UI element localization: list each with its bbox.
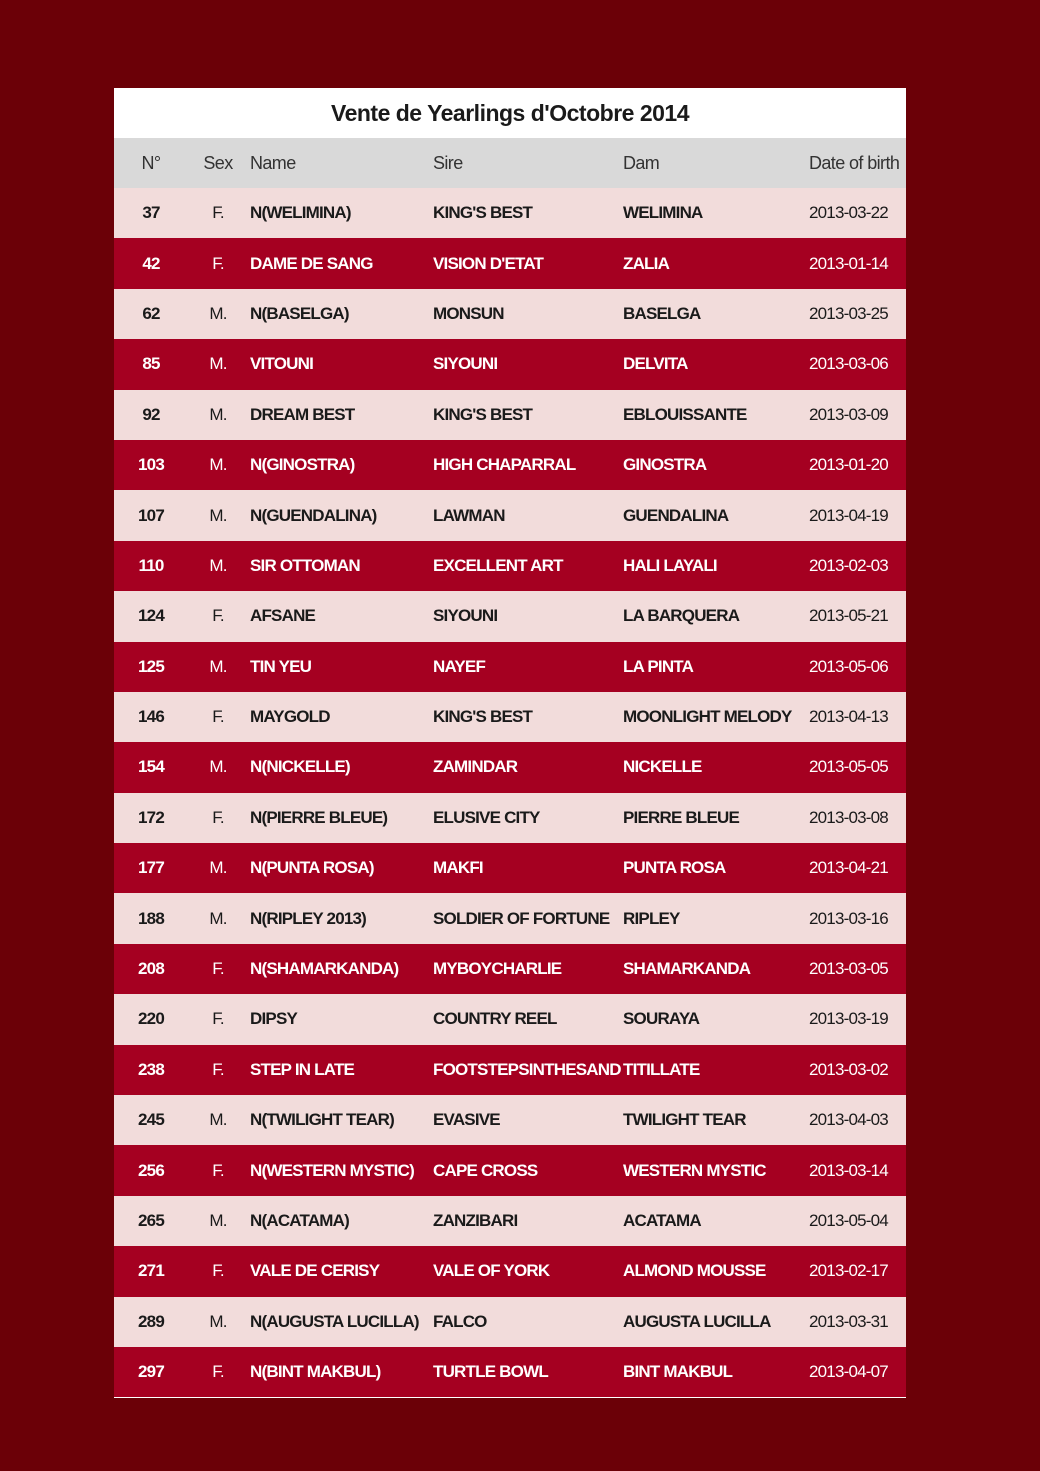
cell-dob: 2013-03-16 [809,908,888,928]
cell-num: 238 [138,1059,164,1079]
cell-num: 271 [138,1261,164,1281]
cell-dam: HALI LAYALI [623,555,717,575]
table-row [114,390,906,440]
cell-dob: 2013-02-03 [809,555,888,575]
cell-num: 85 [142,354,160,374]
cell-dob: 2013-04-21 [809,858,888,878]
cell-sire: FOOTSTEPSINTHESAND [433,1059,621,1079]
table-header-row [114,138,906,188]
column-header-sex: Sex [203,152,233,173]
cell-dob: 2013-04-13 [809,707,888,727]
cell-sex: F. [212,959,224,979]
cell-num: 146 [138,707,164,727]
cell-dam: GUENDALINA [623,505,729,525]
table-row [114,843,906,893]
cell-sire: EXCELLENT ART [433,555,563,575]
cell-name: N(GUENDALINA) [250,505,377,525]
cell-num: 297 [138,1362,164,1382]
cell-num: 220 [138,1009,164,1029]
cell-name: N(ACATAMA) [250,1211,350,1230]
cell-sire: EVASIVE [433,1110,500,1130]
cell-sex: F. [212,253,224,273]
table-row [114,339,906,389]
cell-name: TIN YEU [250,656,312,676]
cell-sex: M. [209,656,227,676]
cell-num: 62 [142,303,160,323]
cell-num: 154 [138,757,164,777]
column-header-name: Name [250,152,296,173]
table-row [114,490,906,540]
cell-dob: 2013-03-19 [809,1009,888,1029]
table-row [114,1246,906,1296]
cell-sex: M. [209,303,227,323]
cell-sire: KING'S BEST [433,404,533,424]
cell-dob: 2013-03-31 [809,1311,888,1331]
cell-name: N(TWILIGHT TEAR) [250,1110,394,1130]
cell-name: SIR OTTOMAN [250,555,360,575]
cell-name: VITOUNI [250,354,314,374]
cell-dam: ALMOND MOUSSE [623,1261,766,1281]
table-row [114,1145,906,1195]
cell-dam: PUNTA ROSA [623,858,726,878]
cell-sex: F. [212,1160,224,1180]
cell-sex: F. [212,1009,224,1029]
cell-dob: 2013-01-20 [809,455,888,475]
cell-sire: CAPE CROSS [433,1160,538,1180]
cell-sire: HIGH CHAPARRAL [433,455,576,475]
cell-dam: WESTERN MYSTIC [623,1160,766,1180]
cell-dam: PIERRE BLEUE [623,807,740,827]
cell-dam: SOURAYA [623,1009,700,1029]
cell-sex: F. [212,1362,224,1382]
cell-num: 37 [142,203,160,223]
table-row [114,893,906,943]
cell-sex: M. [209,1311,227,1331]
cell-sire: VALE OF YORK [433,1261,550,1281]
cell-sire: ZAMINDAR [433,757,518,777]
cell-sire: COUNTRY REEL [433,1009,557,1029]
cell-name: DREAM BEST [250,404,355,424]
cell-dam: TITILLATE [623,1059,700,1079]
cell-dob: 2013-05-06 [809,656,888,676]
cell-sire: MONSUN [433,303,504,323]
cell-dob: 2013-03-22 [809,203,888,223]
cell-name: N(BINT MAKBUL) [250,1362,381,1382]
cell-sire: LAWMAN [433,505,505,525]
cell-dob: 2013-03-05 [809,959,888,979]
cell-sex: F. [212,1059,224,1079]
cell-dam: TWILIGHT TEAR [623,1110,746,1130]
cell-sire: MYBOYCHARLIE [433,959,562,979]
cell-dam: RIPLEY [623,908,680,928]
cell-name: N(NICKELLE) [250,757,350,777]
cell-sire: TURTLE BOWL [433,1362,548,1382]
cell-name: N(BASELGA) [250,303,349,323]
cell-dam: EBLOUISSANTE [623,404,747,424]
cell-num: 92 [142,404,160,424]
cell-num: 256 [138,1160,164,1180]
cell-dam: AUGUSTA LUCILLA [623,1311,771,1331]
cell-sire: KING'S BEST [433,707,533,727]
table-row [114,1196,906,1246]
table-row [114,188,906,238]
table-body [114,188,906,1397]
cell-num: 265 [138,1211,164,1230]
cell-sex: F. [212,203,224,223]
cell-name: N(SHAMARKANDA) [250,959,399,979]
table-row [114,692,906,742]
cell-num: 107 [138,505,164,525]
cell-dam: SHAMARKANDA [623,959,751,979]
cell-sire: KING'S BEST [433,203,533,223]
cell-sire: ELUSIVE CITY [433,807,540,827]
cell-name: STEP IN LATE [250,1059,355,1079]
cell-sire: SOLDIER OF FORTUNE [433,908,610,928]
cell-name: N(PIERRE BLEUE) [250,807,388,827]
column-header-num: N° [141,152,161,173]
cell-sex: M. [209,1110,227,1130]
cell-dam: BINT MAKBUL [623,1362,733,1382]
cell-dam: BASELGA [623,303,701,323]
cell-dam: ACATAMA [623,1211,701,1230]
cell-num: 125 [138,656,164,676]
cell-num: 103 [138,455,164,475]
cell-sex: M. [209,858,227,878]
table-row [114,1095,906,1145]
cell-dob: 2013-03-08 [809,807,888,827]
yearling-sale-sheet [114,88,906,1398]
yearlings-table [114,138,906,1397]
cell-sex: F. [212,707,224,727]
cell-num: 42 [142,253,160,273]
cell-num: 177 [138,858,164,878]
cell-name: MAYGOLD [250,707,330,727]
cell-num: 289 [138,1311,164,1331]
table-row [114,1347,906,1397]
cell-sex: F. [212,1261,224,1281]
table-row [114,994,906,1044]
cell-sire: NAYEF [433,656,486,676]
cell-num: 188 [138,908,164,928]
cell-dob: 2013-03-06 [809,354,888,374]
cell-dob: 2013-02-17 [809,1261,888,1281]
cell-dob: 2013-04-07 [809,1362,888,1382]
cell-num: 245 [138,1110,164,1130]
cell-dam: GINOSTRA [623,455,707,475]
cell-name: DIPSY [250,1009,298,1029]
cell-sire: ZANZIBARI [433,1211,518,1230]
cell-sire: SIYOUNI [433,606,498,626]
column-header-dam: Dam [623,152,660,173]
cell-name: AFSANE [250,606,316,626]
cell-sire: FALCO [433,1311,487,1331]
table-row [114,1297,906,1347]
cell-num: 208 [138,959,164,979]
table-row [114,440,906,490]
cell-sex: M. [209,1211,227,1230]
cell-dam: LA PINTA [623,656,694,676]
cell-sex: M. [209,757,227,777]
cell-sire: MAKFI [433,858,483,878]
cell-dam: NICKELLE [623,757,702,777]
table-row [114,793,906,843]
cell-dob: 2013-01-14 [809,253,888,273]
cell-name: DAME DE SANG [250,253,373,273]
cell-dob: 2013-03-09 [809,404,888,424]
cell-sex: M. [209,505,227,525]
cell-sex: F. [212,606,224,626]
table-bottom-edge [114,1397,906,1398]
cell-dob: 2013-04-03 [809,1110,888,1130]
cell-name: N(WELIMINA) [250,203,351,223]
cell-sex: M. [209,908,227,928]
cell-dob: 2013-03-14 [809,1160,888,1180]
cell-sex: M. [209,555,227,575]
table-row [114,642,906,692]
cell-sex: M. [209,404,227,424]
cell-sire: SIYOUNI [433,354,498,374]
column-header-sire: Sire [433,152,463,173]
cell-dob: 2013-03-02 [809,1059,888,1079]
cell-name: VALE DE CERISY [250,1261,380,1281]
cell-dam: WELIMINA [623,203,703,223]
table-row [114,944,906,994]
cell-name: N(AUGUSTA LUCILLA) [250,1311,419,1331]
table-row [114,541,906,591]
cell-name: N(GINOSTRA) [250,455,355,475]
sheet-title: Vente de Yearlings d'Octobre 2014 [114,88,906,138]
cell-dob: 2013-03-25 [809,303,888,323]
cell-num: 110 [138,555,164,575]
table-row [114,591,906,641]
cell-dam: MOONLIGHT MELODY [623,707,792,727]
cell-num: 124 [138,606,164,626]
cell-name: N(RIPLEY 2013) [250,908,367,928]
cell-name: N(PUNTA ROSA) [250,858,374,878]
table-row [114,742,906,792]
cell-dob: 2013-05-05 [809,757,888,777]
cell-num: 172 [138,807,164,827]
cell-dam: ZALIA [623,253,670,273]
cell-sex: M. [209,354,227,374]
table-row [114,289,906,339]
cell-dam: DELVITA [623,354,688,374]
cell-dob: 2013-04-19 [809,505,888,525]
cell-sex: F. [212,807,224,827]
column-header-dob: Date of birth [809,152,900,173]
table-row [114,1045,906,1095]
cell-dam: LA BARQUERA [623,606,740,626]
cell-sire: VISION D'ETAT [433,253,544,273]
cell-dob: 2013-05-04 [809,1211,888,1230]
table-row [114,238,906,288]
cell-name: N(WESTERN MYSTIC) [250,1160,414,1180]
cell-sex: M. [209,455,227,475]
cell-dob: 2013-05-21 [809,606,888,626]
